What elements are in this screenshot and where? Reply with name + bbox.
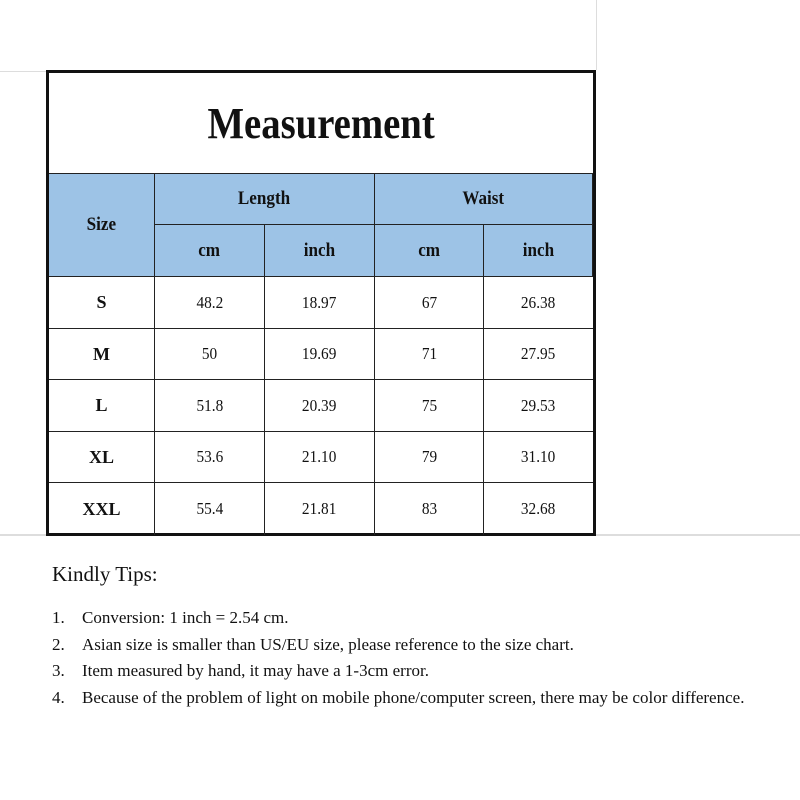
value-cell-text: 51.8 [196,395,223,415]
value-cell [265,483,375,535]
size-header-text: Size [86,214,117,235]
tip-item [52,685,772,712]
value-cell [375,329,484,380]
tip-item [52,632,772,659]
size-cell-text: L [95,395,108,415]
group-header [155,174,375,225]
value-cell-text: 53.6 [196,447,223,466]
value-cell [375,483,484,535]
value-cell-text: 18.97 [302,292,337,312]
size-cell-text: XL [88,446,114,467]
value-cell [155,380,265,432]
tip-number: 4. [52,687,65,707]
size-cell-text: M [93,343,110,364]
group-header-text: Length [238,188,291,209]
value-cell [155,483,265,535]
value-cell [155,432,265,483]
tip-number: 2. [52,634,65,654]
divider-bottom [596,534,800,536]
value-cell-text: 75 [421,395,437,415]
tip-text: Conversion: 1 inch = 2.54 cm. [82,608,289,627]
unit-header-text: cm [198,239,221,261]
tip-item [52,658,772,685]
value-cell [484,380,593,432]
value-cell [155,277,265,329]
size-cell [49,329,155,380]
table-title-text: Measurement [207,98,435,148]
value-cell-text: 29.53 [521,395,556,415]
unit-header [265,225,375,277]
size-cell-text: S [96,292,107,312]
value-cell-text: 48.2 [196,292,223,312]
tip-number: 3. [52,661,65,680]
value-cell [265,432,375,483]
group-header [375,174,593,225]
divider-bottom-left [0,534,46,536]
unit-header [375,225,484,277]
value-cell-text: 19.69 [302,344,337,363]
size-cell [49,277,155,329]
value-cell [155,329,265,380]
size-cell-text: XXL [82,498,121,519]
tip-text: Item measured by hand, it may have a 1-3cm error. [82,661,429,680]
value-cell-text: 50 [201,344,218,363]
size-chart-table [46,70,596,536]
value-cell [375,380,484,432]
value-cell-text: 32.68 [521,499,556,518]
table-title [49,73,593,174]
size-cell [49,432,155,483]
unit-header-text: cm [418,239,440,261]
value-cell [265,329,375,380]
unit-header-text: inch [522,239,554,261]
group-header-text: Waist [462,188,505,209]
tip-item [52,605,772,632]
value-cell-text: 71 [421,344,437,363]
value-cell [484,277,593,329]
value-cell-text: 79 [421,447,437,466]
size-cell [49,380,155,432]
value-cell-text: 55.4 [196,499,223,518]
size-header [49,174,155,277]
divider-top-left [0,71,46,72]
value-cell-text: 26.38 [521,292,556,312]
value-cell [484,432,593,483]
unit-header-text: inch [303,239,336,261]
value-cell [484,483,593,535]
tip-text: Because of the problem of light on mobile phone/computer screen, there may be color difference. [82,687,745,707]
value-cell [265,277,375,329]
value-cell-text: 20.39 [302,395,337,415]
value-cell-text: 31.10 [521,447,556,466]
value-cell [265,380,375,432]
value-cell-text: 21.81 [302,499,337,518]
tips-heading: Kindly Tips: [52,562,158,586]
divider-top-vertical [596,0,597,70]
kindly-tips [52,562,772,711]
unit-header [484,225,593,277]
value-cell [375,432,484,483]
value-cell-text: 21.10 [302,447,337,466]
value-cell-text: 83 [421,499,437,518]
unit-header [155,225,265,277]
tip-text: Asian size is smaller than US/EU size, please reference to the size chart. [82,634,574,654]
value-cell [375,277,484,329]
tips-list [52,605,772,711]
value-cell-text: 27.95 [521,344,556,363]
tip-number: 1. [52,608,65,627]
size-cell [49,483,155,535]
value-cell [484,329,593,380]
value-cell-text: 67 [421,292,437,312]
